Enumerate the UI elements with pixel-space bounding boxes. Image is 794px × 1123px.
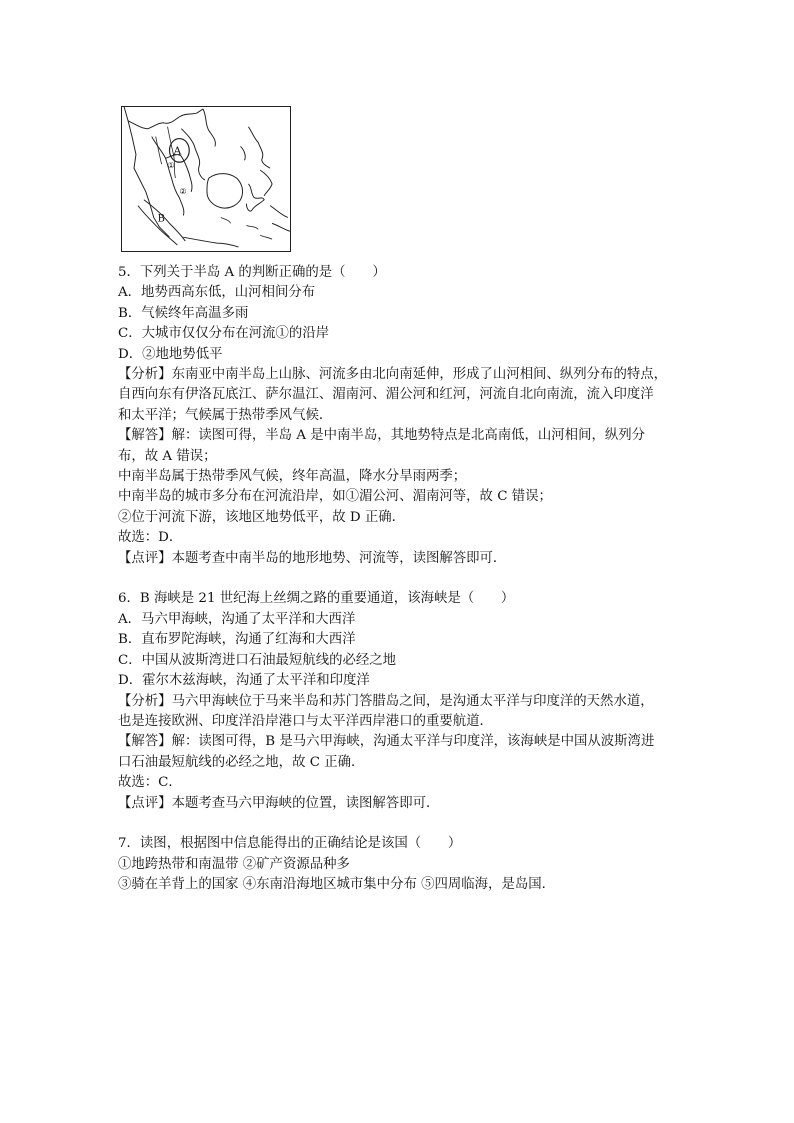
q6-stem: 6．B 海峡是 21 世纪海上丝绸之路的重要通道，该海峡是（ ）: [118, 591, 515, 607]
q5-answer-line: 中南半岛属于热带季风气候，终年高温，降水分旱雨两季；: [118, 469, 467, 485]
map-label-b: B: [157, 213, 165, 225]
q5-analysis-tag: 【分析】: [118, 367, 172, 383]
q5-analysis: [118, 365, 688, 385]
spacer: [118, 569, 688, 589]
map-label-a: A: [173, 144, 182, 158]
q5-option-d: D．②地地势低平: [118, 346, 223, 362]
q6-option-a: A．马六甲海峡，沟通了太平洋和大西洋: [118, 611, 356, 627]
q7-statements: ①地跨热带和南温带 ②矿产资源品种多: [118, 856, 350, 872]
q6-analysis-tag: 【分析】: [118, 693, 172, 709]
q5-option-a: A．地势西高东低，山河相间分布: [118, 285, 316, 301]
q6-answer-line: 故选：C．: [118, 775, 182, 791]
q5-comment-text: 本题考查中南半岛的地形地势、河流等，读图解答即可．: [171, 550, 507, 566]
q6-analysis-line: 也是连接欧洲、印度洋沿岸港口与太平洋西岸港口的重要航道．: [118, 713, 493, 729]
q5-stem: 5．下列关于半岛 A 的判断正确的是（ ）: [118, 265, 386, 280]
southeast-asia-map: [121, 106, 291, 252]
q6-comment-text: 本题考查马六甲海峡的位置，读图解答即可．: [171, 795, 440, 811]
q5-answer-line: 故选：D．: [118, 530, 183, 546]
q6-option-c: C．中国从波斯湾进口石油最短航线的必经之地: [118, 652, 397, 668]
q6-analysis-text: 马六甲海峡位于马来半岛和苏门答腊岛之间，是沟通太平洋与印度洋的天然水道，: [171, 693, 654, 709]
map-label-river-1: ①: [167, 161, 175, 171]
q7-statements: ③骑在羊背上的国家 ④东南沿海地区城市集中分布 ⑤四周临海，是岛国．: [118, 877, 556, 893]
q6-answer-text: 解：读图可得，B 是马六甲海峡，沟通太平洋与印度洋，该海峡是中国从波斯湾进: [171, 734, 655, 750]
q5-answer-line: ②位于河流下游，该地区地势低平，故 D 正确．: [118, 509, 406, 525]
q5-answer-tag: 【解答】: [118, 428, 172, 444]
q5-answer-line: 布，故 A 错误；: [118, 448, 217, 464]
spacer: [118, 814, 688, 834]
q6-comment: [118, 794, 688, 814]
q5-answer: [118, 426, 688, 446]
map-drawing: [122, 107, 290, 251]
q6-option-d: D．霍尔木兹海峡，沟通了太平洋和印度洋: [118, 673, 370, 689]
q6-comment-tag: 【点评】: [118, 795, 172, 811]
q5-option-c: C．大城市仅仅分布在河流①的沿岸: [118, 326, 330, 342]
q6-answer: [118, 732, 688, 752]
q5-analysis-text: 东南亚中南半岛上山脉、河流多由北向南延伸，形成了山河相间、纵列分布的特点，: [171, 367, 668, 383]
map-label-area-2: ②: [179, 186, 187, 196]
q6-answer-line: 口石油最短航线的必经之地，故 C 正确．: [118, 754, 365, 770]
q6-option-b: B．直布罗陀海峡，沟通了红海和大西洋: [118, 632, 356, 648]
q7-stem: 7．读图，根据图中信息能得出的正确结论是该国（ ）: [118, 836, 462, 852]
q5-analysis-line: 和太平洋；气候属于热带季风气候．: [118, 407, 333, 423]
q5-comment: [118, 549, 688, 569]
q5-option-b: B．气候终年高温多雨: [118, 305, 249, 321]
q6-answer-tag: 【解答】: [118, 734, 172, 750]
q5-comment-tag: 【点评】: [118, 550, 172, 566]
question-content: [118, 263, 688, 896]
q5-answer-text: 解：读图可得，半岛 A 是中南半岛，其地势特点是北高南低，山河相间，纵列分: [171, 428, 646, 444]
q5-analysis-line: 自西向东有伊洛瓦底江、萨尔温江、湄南河、湄公河和红河，河流自北向南流，流入印度洋: [118, 387, 654, 403]
q5-answer-line: 中南半岛的城市多分布在河流沿岸，如①湄公河、湄南河等，故 C 错误；: [118, 489, 552, 505]
q6-analysis: [118, 692, 688, 712]
